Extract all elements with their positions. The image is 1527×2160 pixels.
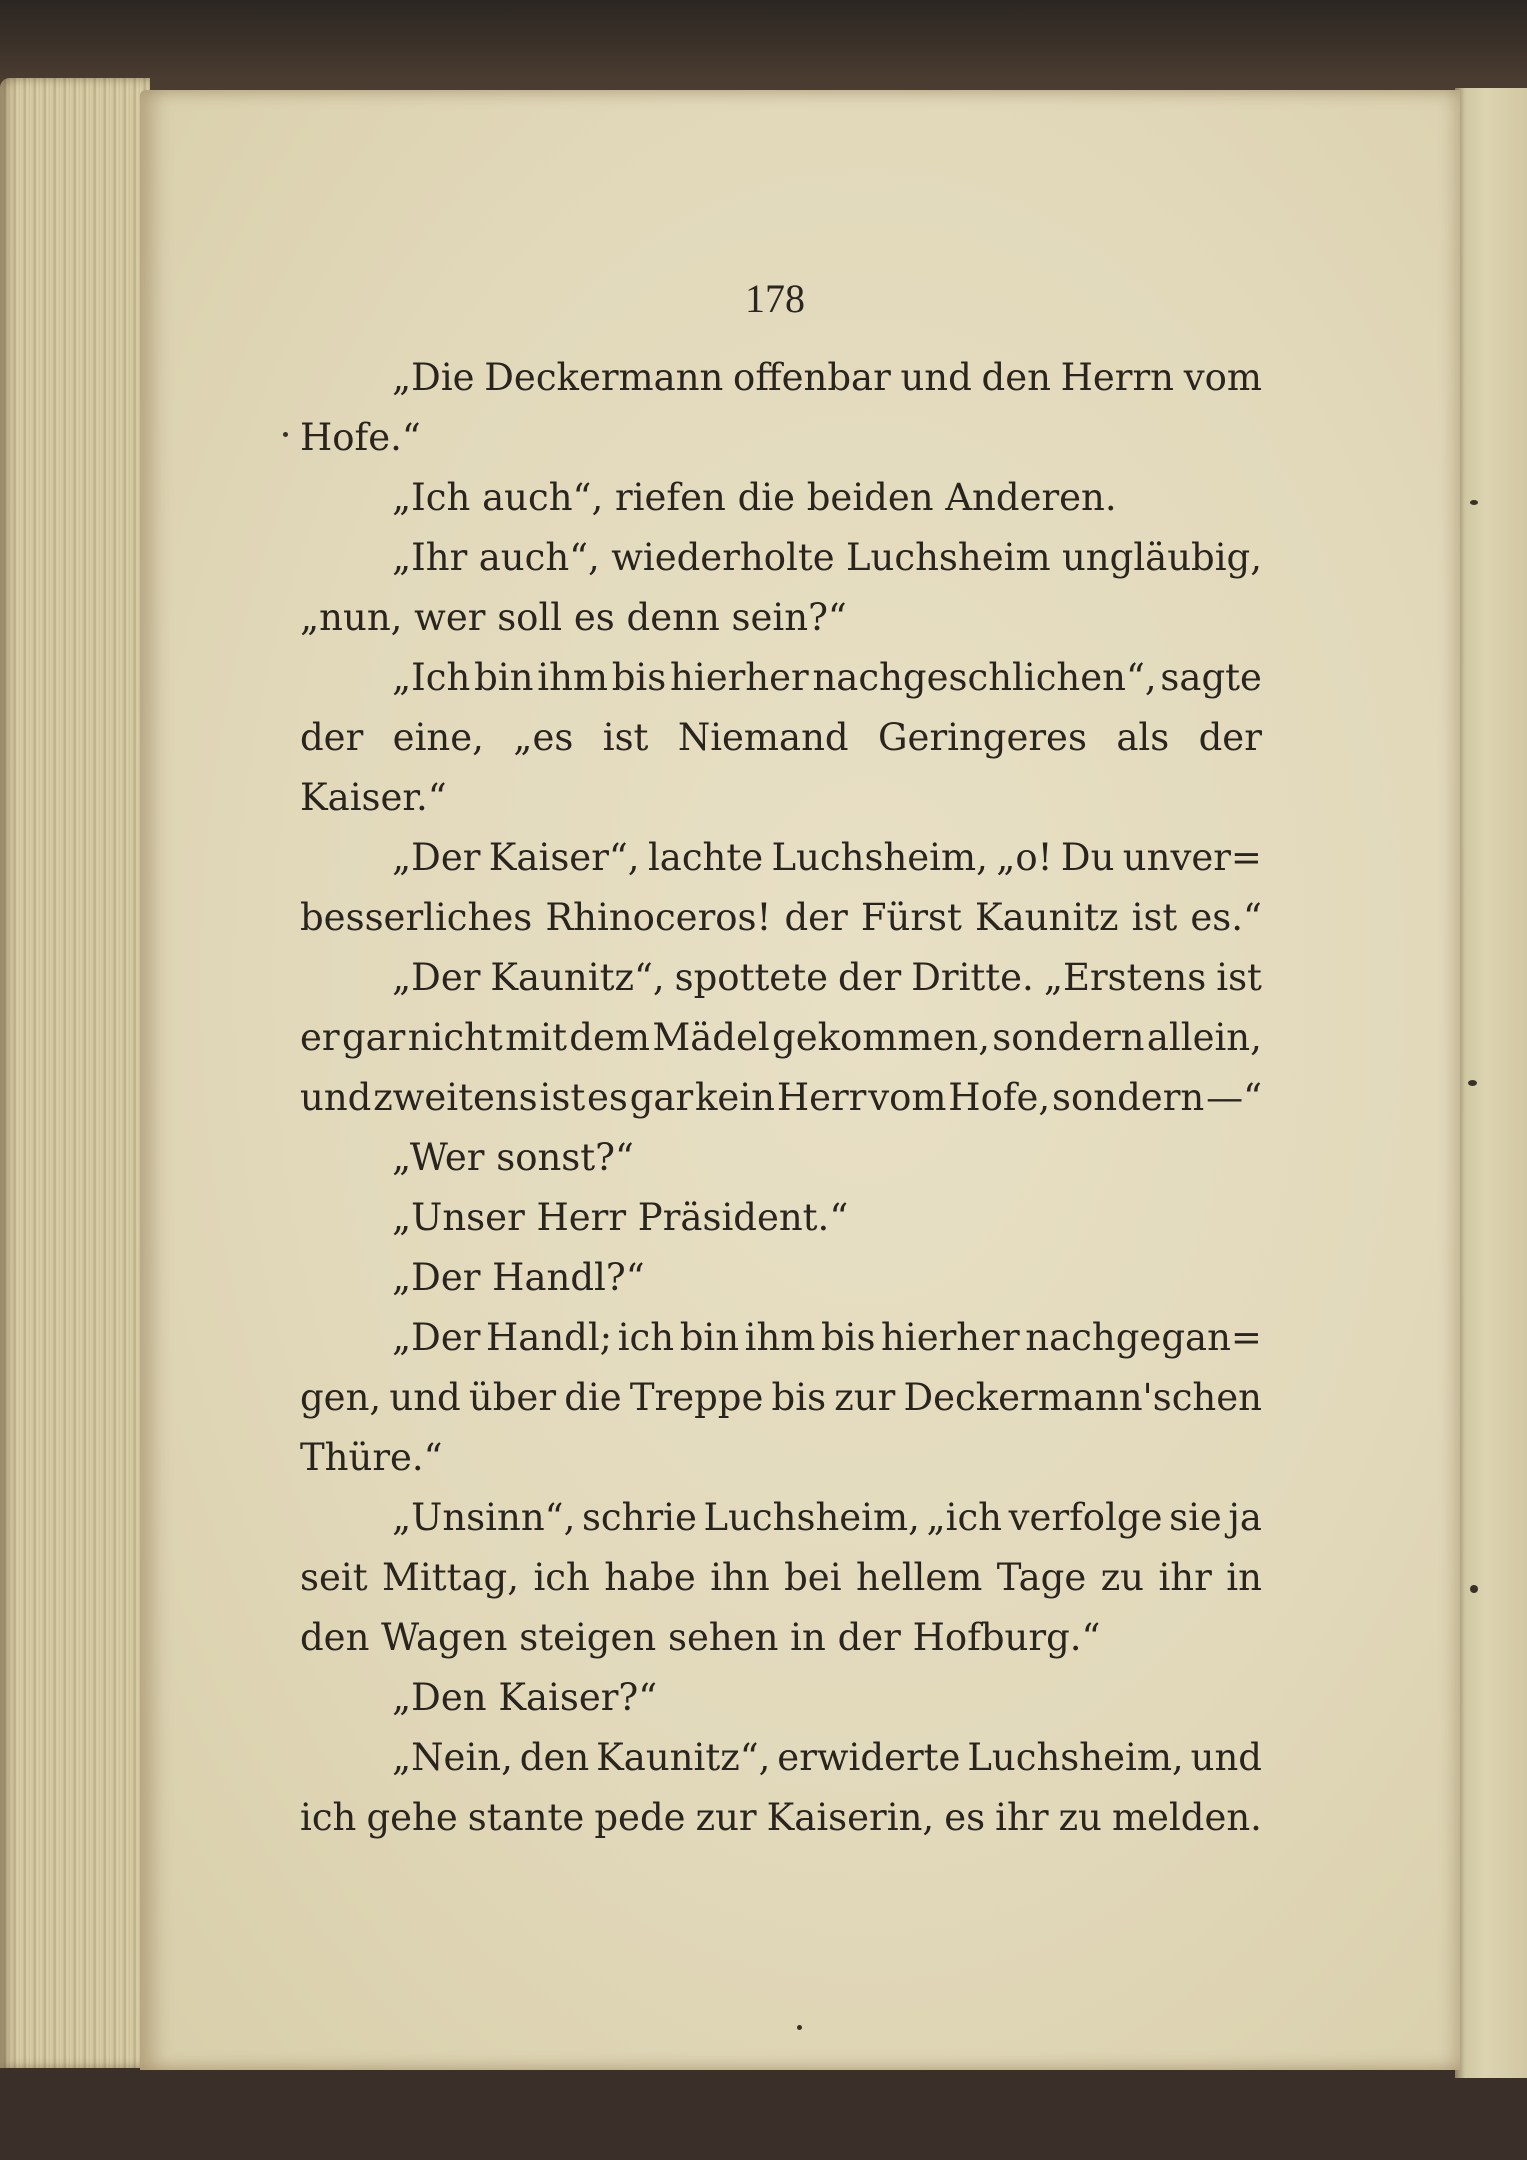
print-speck (1470, 500, 1478, 505)
text-line (300, 1068, 1262, 1128)
word: Luchsheim, (703, 1496, 920, 1539)
word: melden. (1111, 1796, 1262, 1839)
word: bis (611, 656, 667, 699)
text-line (300, 708, 1262, 768)
word: ungläubig, (1061, 536, 1262, 579)
word: ist (1131, 896, 1178, 939)
line-text (300, 1008, 1262, 1068)
line-text (300, 1548, 1262, 1608)
word: Herrn (1060, 356, 1174, 399)
word: —“ (1206, 1076, 1262, 1119)
word: unver= (1122, 836, 1262, 879)
word: der (837, 956, 902, 999)
text-line (300, 1728, 1262, 1788)
line-text (300, 1068, 1262, 1128)
word: „Die (392, 356, 475, 399)
word: Luchsheim (845, 536, 1051, 579)
word: lachte (647, 836, 764, 879)
text-line (300, 528, 1262, 588)
word: gar (629, 1076, 694, 1119)
word: vom (868, 1076, 947, 1119)
text-line (300, 1008, 1262, 1068)
word: habe (604, 1556, 696, 1599)
line-text: Hofe.“ (300, 416, 421, 459)
word: Luchsheim, (967, 1736, 1184, 1779)
body-text (300, 348, 1262, 1848)
word: Deckermann (484, 356, 724, 399)
word: gehe (366, 1796, 458, 1839)
page-number: 178 (745, 276, 805, 321)
word: sie (1169, 1496, 1222, 1539)
word: nachgegan= (1025, 1316, 1262, 1359)
word: ja (1228, 1496, 1262, 1539)
word: schrie (581, 1496, 697, 1539)
word: Geringeres (877, 716, 1087, 759)
word: „es (513, 716, 574, 759)
word: verfolge (1008, 1496, 1163, 1539)
word: ihr (995, 1796, 1049, 1839)
line-text (392, 948, 1262, 1008)
word: nicht (407, 1016, 503, 1059)
word: sagte (1160, 656, 1262, 699)
line-text (300, 708, 1262, 768)
line-text (392, 1308, 1262, 1368)
line-text: „nun, wer soll es denn sein?“ (300, 596, 847, 639)
word: zur (834, 1376, 896, 1419)
word: „Nein, (392, 1736, 513, 1779)
word: kein (695, 1076, 775, 1119)
word: hierher (881, 1316, 1020, 1359)
word: Kaiser“, (488, 836, 640, 879)
word: über (468, 1376, 557, 1419)
word: besserliches (300, 896, 533, 939)
word: hierher (670, 656, 809, 699)
word: die (564, 1376, 622, 1419)
word: mit (505, 1016, 567, 1059)
word: spottete (674, 956, 828, 999)
word: ich (533, 1556, 590, 1599)
line-text (300, 1788, 1262, 1848)
line-text (300, 888, 1262, 948)
text-line (300, 1608, 1262, 1668)
text-line (300, 1488, 1262, 1548)
text-line (300, 1308, 1262, 1368)
word: bin (474, 656, 534, 699)
word: „Der (392, 1316, 481, 1359)
text-line (300, 408, 1262, 468)
word: der (300, 716, 364, 759)
line-text: „Unser Herr Präsident.“ (392, 1196, 849, 1239)
word: gen, (300, 1376, 382, 1419)
word: „Der (392, 836, 481, 879)
word: Mädel (652, 1016, 770, 1059)
word: Herr (776, 1076, 867, 1119)
line-text: „Der Handl?“ (392, 1256, 645, 1299)
word: es.“ (1190, 896, 1262, 939)
word: zur (695, 1796, 757, 1839)
word: und (300, 1076, 372, 1119)
text-line (300, 588, 1262, 648)
word: „Der (392, 956, 481, 999)
line-text (392, 828, 1262, 888)
word: ist (602, 716, 649, 759)
word: Mittag, (382, 1556, 519, 1599)
word: Niemand (677, 716, 849, 759)
word: es (944, 1796, 986, 1839)
word: vom (1183, 356, 1262, 399)
word: pede (594, 1796, 686, 1839)
word: in (1226, 1556, 1262, 1599)
word: „o! (996, 836, 1053, 879)
word: ich (300, 1796, 357, 1839)
word: „Erstens (1043, 956, 1207, 999)
word: Handl; (486, 1316, 613, 1359)
text-line (300, 888, 1262, 948)
word: „Ihr (392, 536, 468, 579)
word: stante (467, 1796, 585, 1839)
word: wiederholte (611, 536, 835, 579)
text-line (300, 1668, 1262, 1728)
word: gekommen, (772, 1016, 990, 1059)
text-line (300, 1188, 1262, 1248)
line-text: „Den Kaiser?“ (392, 1676, 658, 1719)
word: zweitens (373, 1076, 538, 1119)
word: nachgeschlichen“, (812, 656, 1157, 699)
page-edges (0, 78, 150, 2068)
line-text: Kaiser.“ (300, 776, 447, 819)
word: bis (820, 1316, 876, 1359)
word: den (981, 356, 1051, 399)
word: Dritte. (911, 956, 1034, 999)
text-line (300, 1368, 1262, 1428)
word: Kaunitz (974, 896, 1119, 939)
word: ist (539, 1076, 586, 1119)
word: auch“, (478, 536, 600, 579)
word: „Ich (392, 656, 471, 699)
line-text: „Ich auch“, riefen die beiden Anderen. (392, 476, 1117, 519)
word: „Unsinn“, (392, 1496, 576, 1539)
text-line (300, 1428, 1262, 1488)
word: Fürst (860, 896, 962, 939)
print-speck (1470, 1585, 1478, 1593)
word: zu (1100, 1556, 1145, 1599)
text-line (300, 768, 1262, 828)
word: Du (1060, 836, 1115, 879)
word: ich (617, 1316, 675, 1359)
word: offenbar (733, 356, 891, 399)
word: der (784, 896, 848, 939)
next-page-edge (1455, 88, 1527, 2078)
print-speck (1468, 1080, 1477, 1086)
word: seit (300, 1556, 368, 1599)
text-line (300, 828, 1262, 888)
word: ihm (537, 656, 608, 699)
word: als (1116, 716, 1170, 759)
word: Luchsheim, (771, 836, 988, 879)
word: zu (1058, 1796, 1102, 1839)
word: Hofe, (948, 1076, 1051, 1119)
word: Kaunitz“, (490, 956, 665, 999)
line-text (392, 528, 1262, 588)
word: ihm (744, 1316, 816, 1359)
word: bis (771, 1376, 827, 1419)
text-line (300, 348, 1262, 408)
word: ihr (1158, 1556, 1212, 1599)
print-speck (797, 2025, 802, 2030)
print-speck (283, 432, 288, 437)
line-text: Thüre.“ (300, 1436, 443, 1479)
word: Rhinoceros! (545, 896, 772, 939)
word: ihn (710, 1556, 770, 1599)
line-text (392, 648, 1262, 708)
word: Deckermann'schen (903, 1376, 1262, 1419)
word: erwiderte (777, 1736, 961, 1779)
word: gar (341, 1016, 406, 1059)
word: der (1198, 716, 1262, 759)
word: sondern (992, 1016, 1145, 1059)
word: sondern (1052, 1076, 1205, 1119)
word: hellem (855, 1556, 983, 1599)
word: Treppe (629, 1376, 764, 1419)
text-line (300, 1548, 1262, 1608)
word: es (587, 1076, 628, 1119)
word: allein, (1146, 1016, 1262, 1059)
text-line (300, 1788, 1262, 1848)
word: und (1190, 1736, 1262, 1779)
text-line (300, 468, 1262, 528)
word: den (519, 1736, 590, 1779)
line-text (392, 348, 1262, 408)
text-line (300, 1128, 1262, 1188)
text-line (300, 648, 1262, 708)
text-line (300, 1248, 1262, 1308)
line-text (300, 1368, 1262, 1428)
text-line (300, 948, 1262, 1008)
word: und (900, 356, 972, 399)
word: Kaiserin, (766, 1796, 935, 1839)
word: dem (569, 1016, 650, 1059)
word: bei (784, 1556, 842, 1599)
line-text: den Wagen steigen sehen in der Hofburg.“ (300, 1616, 1101, 1659)
word: er (300, 1016, 340, 1059)
word: ist (1216, 956, 1262, 999)
line-text (392, 1728, 1262, 1788)
word: eine, (392, 716, 484, 759)
word: „ich (926, 1496, 1003, 1539)
line-text: „Wer sonst?“ (392, 1136, 634, 1179)
word: Kaunitz“, (596, 1736, 771, 1779)
line-text (392, 1488, 1262, 1548)
word: Tage (996, 1556, 1087, 1599)
word: und (389, 1376, 461, 1419)
word: bin (679, 1316, 740, 1359)
